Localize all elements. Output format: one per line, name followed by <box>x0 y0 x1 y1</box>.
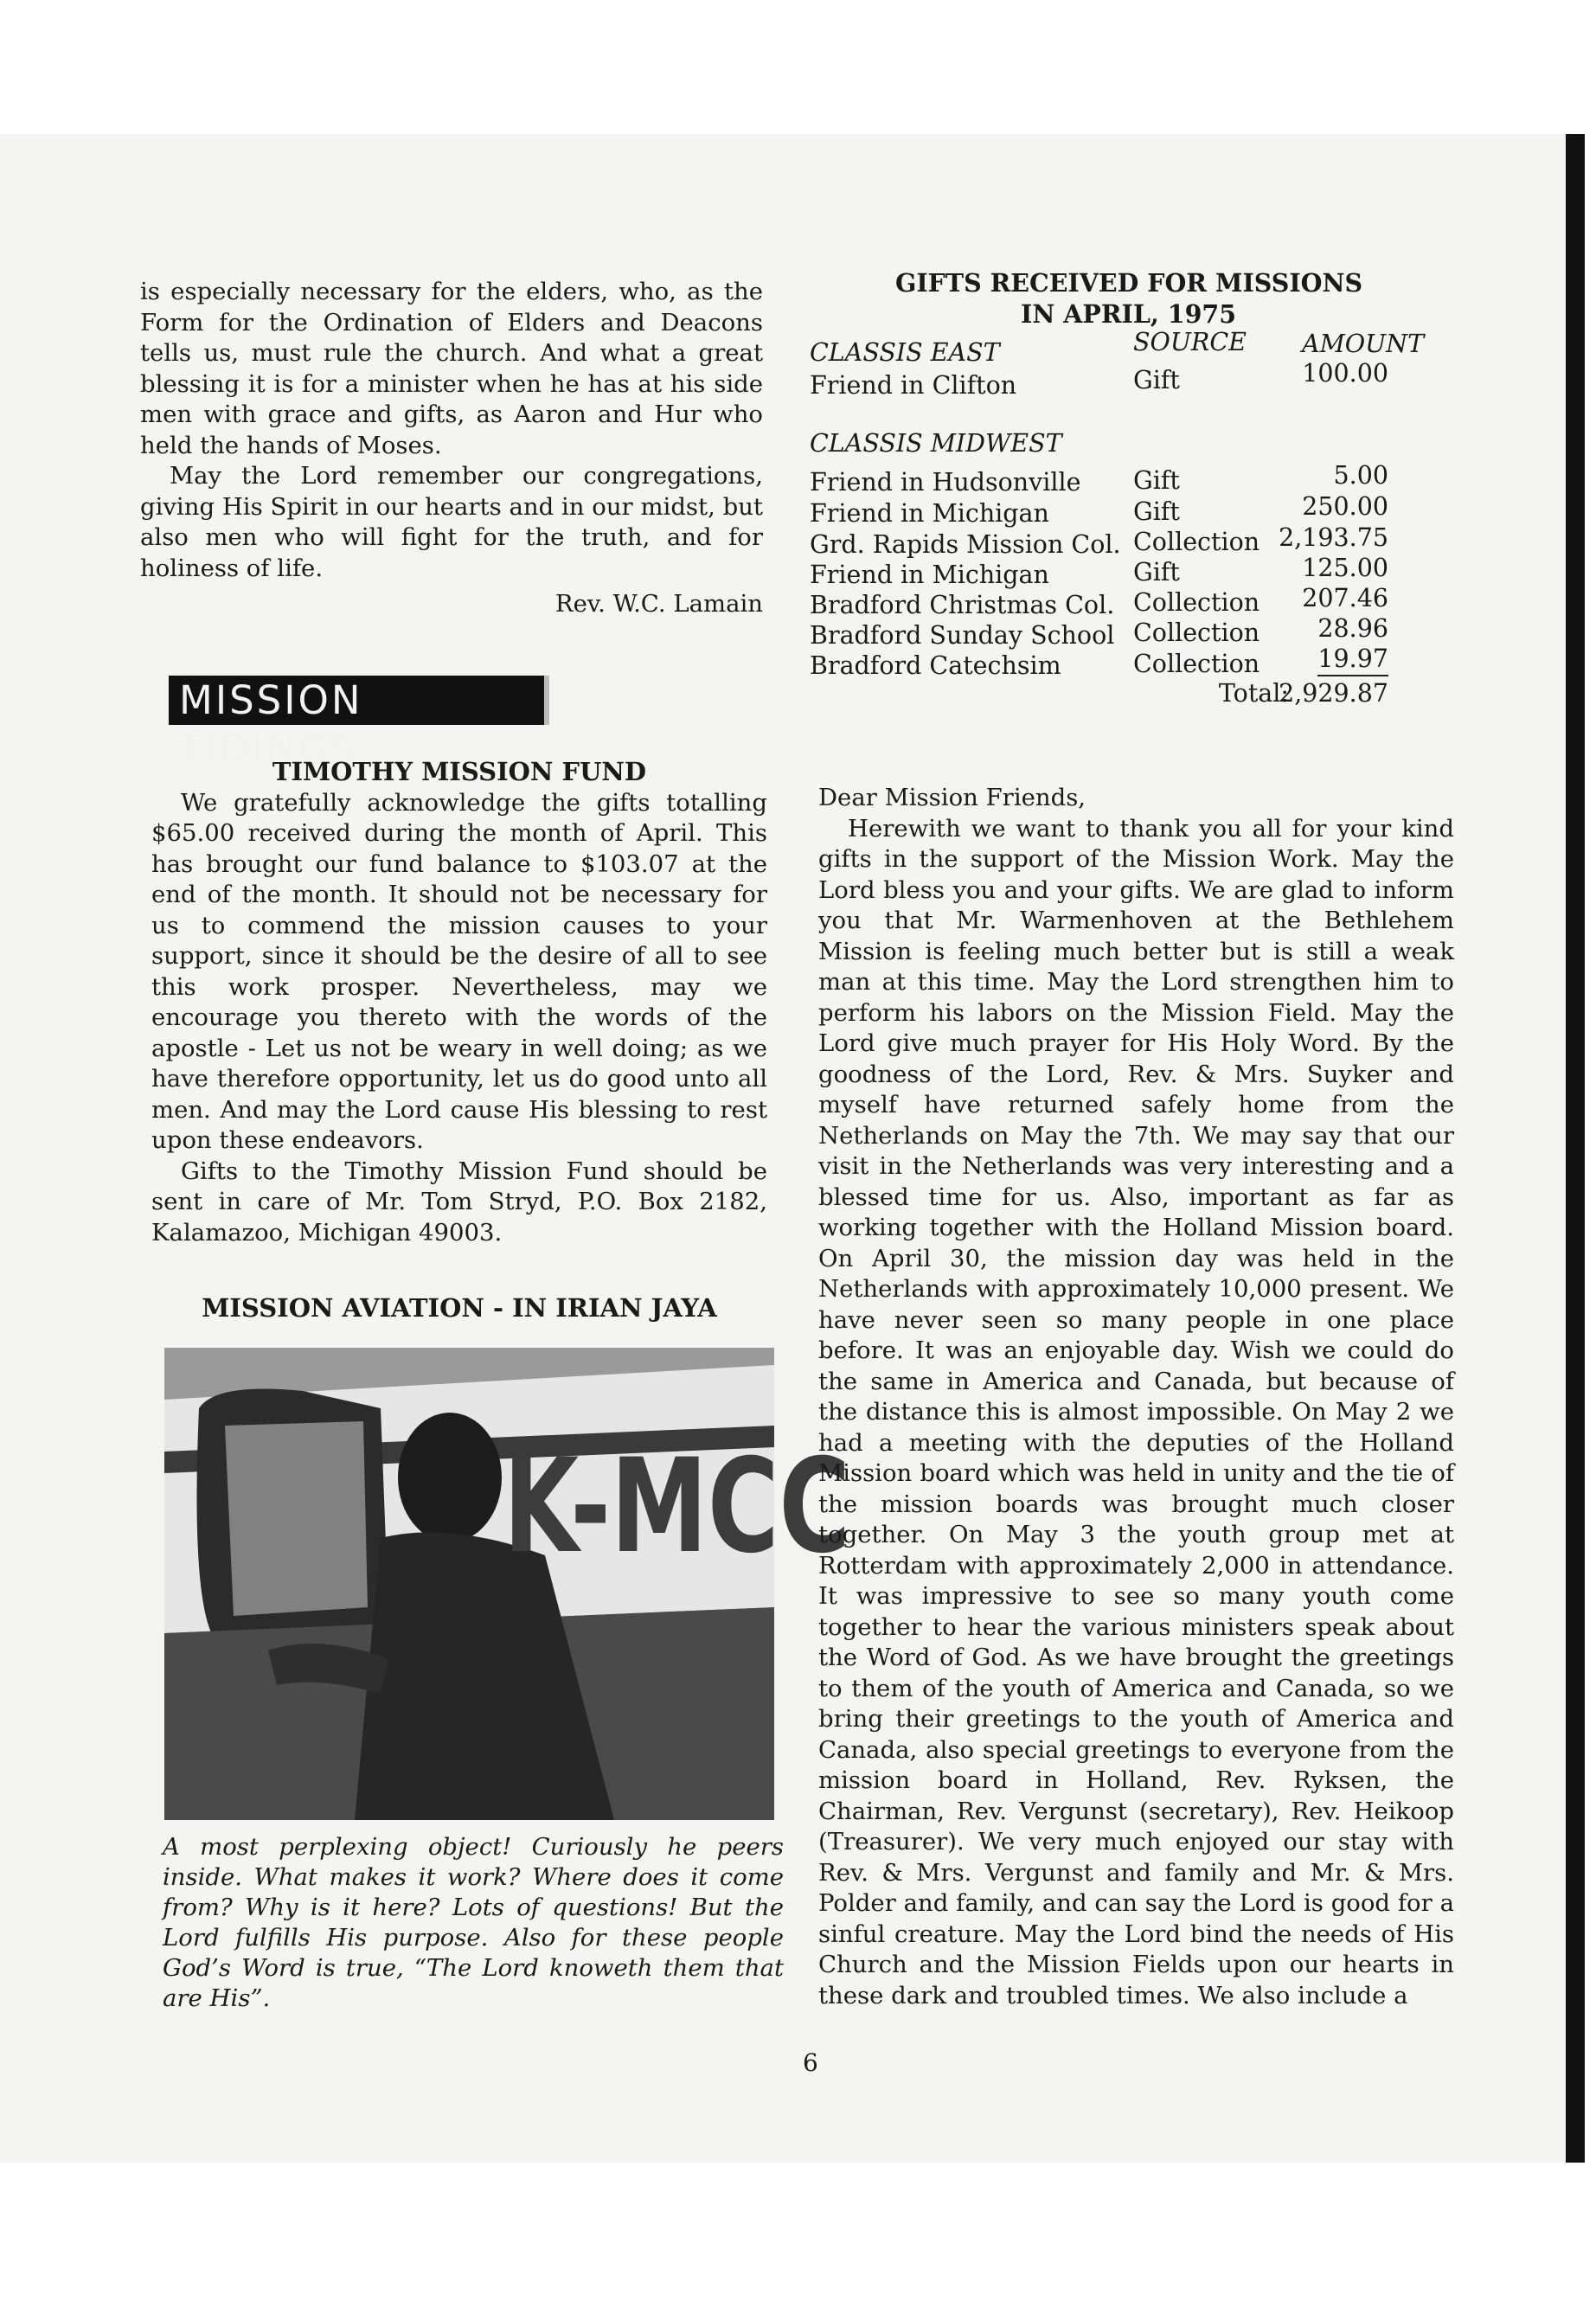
total-amount: 2,929.87 <box>1279 679 1388 708</box>
table-row-source: Collection <box>1133 588 1260 617</box>
classis-midwest-label: CLASSIS MIDWEST <box>810 429 1062 458</box>
amount-column-header: AMOUNT <box>1302 330 1425 358</box>
table-row-name: Bradford Christmas Col. <box>810 591 1115 619</box>
airplane-photo-illustration <box>164 1348 851 1820</box>
airplane-photo <box>164 1348 851 1820</box>
timothy-mission-fund-article <box>151 757 767 1248</box>
table-row-source: Gift <box>1133 497 1180 526</box>
table-row-name: Friend in Clifton <box>810 371 1017 400</box>
intro-paragraph-2: May the Lord remember our congregations, giving His Spirit in our hearts and in our midst, but also men who will fight for the truth, and for holiness of life. <box>140 462 763 582</box>
table-row-amount: 19.97 <box>1317 644 1388 676</box>
table-row-amount: 207.46 <box>1302 584 1388 612</box>
mission-letter <box>818 783 1454 2011</box>
table-row-amount: 28.96 <box>1317 614 1388 643</box>
table-row-source: Gift <box>1133 366 1180 394</box>
table-row-source: Collection <box>1133 528 1260 556</box>
table-row-amount: 250.00 <box>1302 492 1388 521</box>
table-row-source: Collection <box>1133 650 1260 678</box>
intro-paragraph-1: is especially necessary for the elders, who, as the Form for the Ordination of Elders and Deacons tells us, must rule the church. And what a great blessing it is for a minister when he has at his side men with grace and gifts, as Aaron and Hur who held the hands of Moses. <box>140 278 763 459</box>
table-row-name: Friend in Hudsonville <box>810 468 1081 497</box>
table-row-name: Bradford Sunday School <box>810 621 1115 650</box>
mission-tidings-banner <box>169 676 549 772</box>
gifts-title-line-2: IN APRIL, 1975 <box>1021 299 1237 329</box>
classis-east-label: CLASSIS EAST <box>810 338 1000 367</box>
letter-salutation: Dear Mission Friends, <box>818 784 1086 811</box>
page-number: 6 <box>803 2048 818 2077</box>
total-label: Total: <box>1218 679 1289 708</box>
aviation-heading: MISSION AVIATION - IN IRIAN JAYA <box>202 1293 717 1323</box>
photo-caption: A most perplexing object! Curiously he peers inside. What makes it work? Where does it come from? Why is it here? Lots of questions! But the Lord fulfills His purpose. Also for these people God’s Word is true, “The Lord knoweth them that are His”. <box>163 1833 784 2012</box>
table-row-name: Grd. Rapids Mission Col. <box>810 530 1121 559</box>
timothy-paragraph-2: Gifts to the Timothy Mission Fund should be sent in care of Mr. Tom Stryd, P.O. Box 2182, Kalamazoo, Michigan 49003. <box>151 1157 767 1247</box>
table-row-amount: 2,193.75 <box>1279 523 1388 552</box>
timothy-paragraph-1: We gratefully acknowledge the gifts totalling $65.00 received during the month of April. This has brought our fund balance to $103.07 at the end of the month. It should not be necessary for us to commend the mission causes to your support, since it should be the desire of all to see this work prosper. Nevertheless, may we encourage you thereto with the words of the apostle - Let us not be weary in well doing; as we have therefore opportunity, let us do good unto all men. And may the Lord cause His blessing to rest upon these endeavors. <box>151 788 767 1154</box>
timothy-heading: TIMOTHY MISSION FUND <box>272 757 647 786</box>
table-row-amount: 125.00 <box>1302 554 1388 582</box>
table-row-source: Gift <box>1133 466 1180 495</box>
table-row-amount: 5.00 <box>1333 461 1388 490</box>
plane-registration-text: K-MCC <box>503 1431 851 1583</box>
letter-body: Herewith we want to thank you all for your kind gifts in the support of the Mission Work. May the Lord bless you and your gifts. We are glad to inform you that Mr. Warmenhoven at the Bethlehem Mission is feeling much better but is still a weak man at this time. May the Lord strengthen him to perform his labors on the Mission Field. May the Lord give much prayer for His Holy Word. By the goodness of the Lord, Rev. & Mrs. Suyker and myself have returned safely home from the Netherlands on May the 7th. We may say that our visit in the Netherlands was very interesting and a blessed time for us. Also, important as far as working together with the Holland Mission board. On April 30, the mission day was held in the Netherlands with approximately 10,000 present. We have never seen so many people in one place before. It was an enjoyable day. Wish we could do the same in America and Canada, but because of the distance this is almost impossible. On May 2 we had a meeting with the deputies of the Holland Mission board which was held in unity and the tie of the mission boards was brought much closer together. On May 3 the youth group met at Rotterdam with approximately 2,000 in attendance. It was impressive to see so many youth come together to hear the various ministers speak about the Word of God. As we have brought the greetings to them of the youth of America and Canada, so we bring their greetings to the youth of America and Canada, also special greetings to everyone from the mission board in Holland, Rev. Ryksen, the Chairman, Rev. Vergunst (secretary), Rev. Heikoop (Treasurer). We very much enjoyed our stay with Rev. & Mrs. Vergunst and family and Mr. & Mrs. Polder and family, and can say the Lord is good for a sinful creature. May the Lord bind the needs of His Church and the Mission Fields upon our hearts in these dark and troubled times. We also include a <box>818 814 1454 2009</box>
table-row-source: Gift <box>1133 558 1180 586</box>
banner-word-2: TIDINGS <box>179 727 358 772</box>
intro-article <box>140 277 763 620</box>
table-row-name: Bradford Catechsim <box>810 651 1061 680</box>
table-row-amount: 100.00 <box>1302 359 1388 388</box>
table-row-name: Friend in Michigan <box>810 561 1049 589</box>
banner-word-1: MISSION <box>179 677 363 723</box>
table-row-name: Friend in Michigan <box>810 499 1049 528</box>
source-column-header: SOURCE <box>1133 328 1247 356</box>
author-signature: Rev. W.C. Lamain <box>554 590 763 618</box>
gifts-title-line-1: GIFTS RECEIVED FOR MISSIONS <box>895 268 1363 298</box>
table-row-source: Collection <box>1133 619 1260 647</box>
